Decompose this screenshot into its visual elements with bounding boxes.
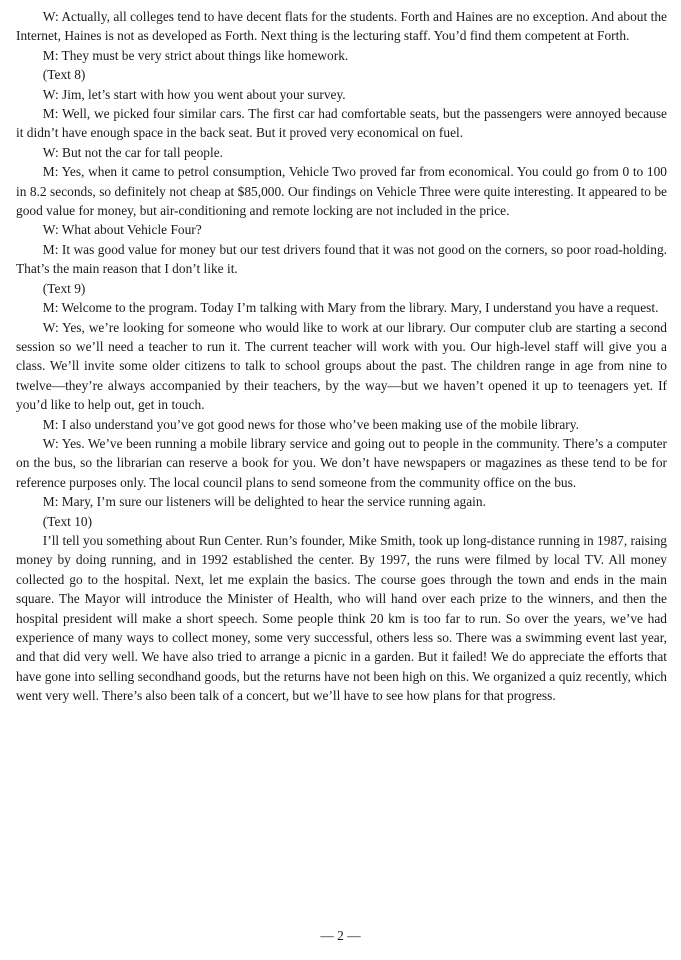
paragraph: W: But not the car for tall people.	[42, 144, 224, 160]
paragraph: M: Well, we picked four similar cars. The first car had comfortable seats, but the passengers were annoyed because it didn’t have enough space in the back seat. But it proved very economical on fuel.	[16, 106, 667, 141]
paragraph: M: Yes, when it came to petrol consumption, Vehicle Two proved far from economical. You could go from 0 to 100 in 8.2 seconds, so definitely not cheap at $85,000. Our findings on Vehicle Three were quite interesting. It appeared to be good value for money, but air-conditioning and remote locking are not included in the price.	[16, 164, 667, 219]
paragraph: M: They must be very strict about things like homework.	[42, 47, 349, 63]
paragraph: W: Jim, let’s start with how you went about your survey.	[42, 86, 346, 102]
paragraph: W: Actually, all colleges tend to have decent flats for the students. Forth and Haines are no exception. And about the Internet, Haines is not as developed as Forth. Next thing is the lecturing staff. You’d find them competent at Forth.	[16, 9, 667, 44]
paragraph: M: I also understand you’ve got good news for those who’ve been making use of the mobile library.	[42, 416, 579, 432]
paragraph: I’ll tell you something about Run Center. Run’s founder, Mike Smith, took up long-distance running in 1987, raising money by doing running, and in 1992 established the center. By 1997, the runs were filmed by local TV. All money collected go to the hospital. Next, let me explain the basics. The course goes through the town and ends in the main square. The Mayor will introduce the Minister of Health, who will hand over each prize to the winners, and then the hospital president will make a short speech. Some people think 20 km is too far to run. So over the years, we’ve had experience of many ways to collect money, some very successful, others less so. There was a swimming event last year, and that did very well. We have also tried to arrange a picnic in a garden. But it failed! We do appreciate the efforts that have gone into selling secondhand goods, but the returns have not been high on this. We organized a quiz recently, which went very well. There’s also been talk of a concert, but we’ll have to see how plans for that progress.	[16, 532, 667, 704]
page-number: — 2 —	[320, 928, 361, 943]
section-heading: (Text 10)	[42, 513, 93, 529]
paragraph: W: Yes. We’ve been running a mobile library service and going out to people in the community. There’s a computer on the bus, so the librarian can reserve a book for you. We don’t have newspapers or magazines as these tend to be for reference purposes only. The local council plans to send someone from the community office on the bus.	[16, 435, 667, 490]
paragraph: M: It was good value for money but our test drivers found that it was not good on the corners, so poor road-holding. That’s the main reason that I don’t like it.	[16, 241, 667, 277]
paragraph: M: Welcome to the program. Today I’m talking with Mary from the library. Mary, I understand you have a request.	[42, 300, 659, 316]
paragraph: M: Mary, I’m sure our listeners will be delighted to hear the service running again.	[42, 494, 486, 510]
section-heading: (Text 9)	[42, 280, 86, 296]
paragraph: W: Yes, we’re looking for someone who would like to work at our library. Our computer club are starting a second session so we’ll need a teacher to run it. The current teacher will work with you. Our high-level staff will give you a class. We’ll invite some older citizens to talk to school groups about the past. The children range in age from nine to twelve—they’re always accompanied by their teachers, by the way—but we haven’t opened it up to teenagers yet. If you’d like to help out, get in touch.	[16, 319, 667, 413]
section-heading: (Text 8)	[42, 67, 86, 83]
paragraph: W: What about Vehicle Four?	[42, 222, 202, 238]
